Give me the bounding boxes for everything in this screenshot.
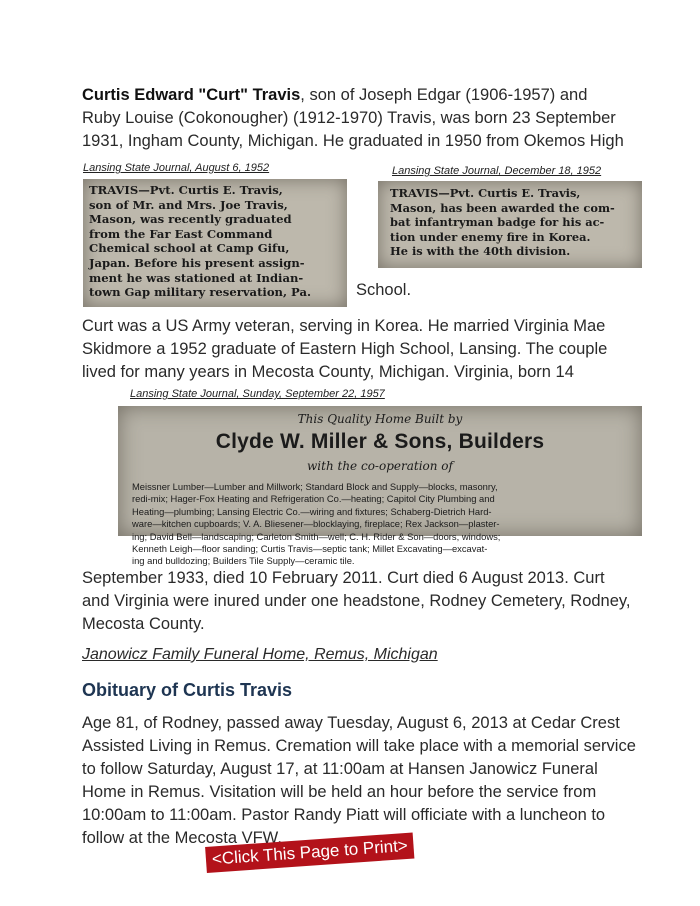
army-line-3: lived for many years in Mecosta County, Michigan. Virginia, born 14 [82, 363, 574, 381]
obituary-line: 10:00am to 11:00am. Pastor Randy Piatt will officiate with a luncheon to [82, 806, 606, 824]
subject-name: Curtis Edward "Curt" Travis [82, 86, 301, 104]
clipping-1-line: from the Far East Command [89, 226, 273, 241]
ad-body-line: ware—kitchen cupboards; V. A. Bliesener—blocklaying, fireplace; Rex Jackson—plaster- [132, 518, 500, 530]
intro-line-3: 1931, Ingham County, Michigan. He graduated in 1950 from Okemos High [82, 132, 624, 150]
ad-body [118, 473, 642, 568]
ad-title: Clyde W. Miller & Sons, Builders [215, 430, 545, 453]
obituary-body [82, 712, 692, 850]
army-line-1: Curt was a US Army veteran, serving in Korea. He married Virginia Mae [82, 317, 606, 335]
clipping-1-line: ment he was stationed at Indian- [89, 270, 304, 285]
clipping-1-line: Japan. Before his present assign- [89, 255, 305, 270]
ad-body-line: redi-mix; Hager-Fox Heating and Refrigeration Co.—heating; Capitol City Plumbing and [132, 493, 495, 505]
print-page-button[interactable]: <Click This Page to Print> [205, 833, 415, 873]
ad-body-line: Heating—plumbing; Lansing Electric Co.—wiring and fixtures; Schaberg-Dietrich Hard- [132, 505, 492, 517]
ad-top-line: This Quality Home Built by [297, 412, 463, 426]
intro-line-1: Curtis Edward "Curt" Travis, son of Joseph Edgar (1906-1957) and [82, 86, 588, 104]
clipping-2-line: tion under enemy fire in Korea. [390, 229, 591, 244]
ad-body-line: Kenneth Leigh—floor sanding; Curtis Travis—septic tank; Millet Excavating—excavat- [132, 543, 488, 555]
ad-subtitle: with the co-operation of [307, 459, 453, 473]
school-word: School. [356, 281, 412, 299]
clipping-1-line: town Gap military reservation, Pa. [89, 285, 312, 300]
obituary-line: to follow Saturday, August 17, at 11:00am at Hansen Janowicz Funeral [82, 760, 598, 778]
obituary-line: Age 81, of Rodney, passed away Tuesday, August 6, 2013 at Cedar Crest [82, 714, 620, 732]
obituary-heading: Obituary of Curtis Travis [82, 680, 293, 700]
clipping-1-line: Chemical school at Camp Gifu, [89, 241, 290, 256]
burial-paragraph [82, 567, 682, 636]
clipping-1-caption: Lansing State Journal, August 6, 1952 [83, 162, 270, 174]
clipping-2-line: TRAVIS—Pvt. Curtis E. Travis, [390, 186, 581, 200]
clipping-2-caption: Lansing State Journal, December 18, 1952 [392, 165, 602, 177]
burial-line-2: and Virginia were inured under one headstone, Rodney Cemetery, Rodney, [82, 592, 631, 610]
clipping-2-line: Mason, has been awarded the com- [390, 200, 615, 215]
burial-line-3: Mecosta County. [82, 615, 205, 633]
clipping-3-caption: Lansing State Journal, Sunday, September 22, 1957 [130, 388, 385, 400]
ad-body-line: Meissner Lumber—Lumber and Millwork; Standard Block and Supply—blocks, masonry, [132, 481, 498, 492]
army-line-2: Skidmore a 1952 graduate of Eastern High School, Lansing. The couple [82, 340, 608, 358]
builders-ad-clipping [118, 406, 642, 567]
intro-paragraph [82, 84, 682, 153]
ad-body-line: ing and bulldozing; Builders Tile Supply—ceramic tile. [132, 555, 355, 567]
clipping-2-line: He is with the 40th division. [390, 244, 571, 259]
ad-body-line: ing; David Bell—landscaping; Carleton Smith—well; C. H. Rider & Son—doors, windows; [132, 530, 501, 542]
newspaper-clipping-2 [378, 181, 642, 268]
clipping-1-line: TRAVIS—Pvt. Curtis E. Travis, [89, 183, 283, 197]
obituary-line: follow at the Mecosta VFW. [82, 829, 282, 847]
clipping-2-line: bat infantryman badge for his ac- [390, 215, 605, 230]
obituary-line: Assisted Living in Remus. Cremation will take place with a memorial service [82, 737, 636, 755]
clipping-1-line: son of Mr. and Mrs. Joe Travis, [89, 197, 288, 212]
newspaper-clipping-1 [83, 179, 347, 307]
burial-line-1: September 1933, died 10 February 2011. Curt died 6 August 2013. Curt [82, 569, 605, 587]
obituary-line: Home in Remus. Visitation will be held an hour before the service from [82, 783, 597, 801]
funeral-home-link[interactable]: Janowicz Family Funeral Home, Remus, Michigan [82, 646, 438, 663]
clipping-1-line: Mason, was recently graduated [89, 212, 292, 227]
army-paragraph [82, 315, 682, 384]
intro-line-2: Ruby Louise (Cokonougher) (1912-1970) Travis, was born 23 September [82, 109, 616, 127]
